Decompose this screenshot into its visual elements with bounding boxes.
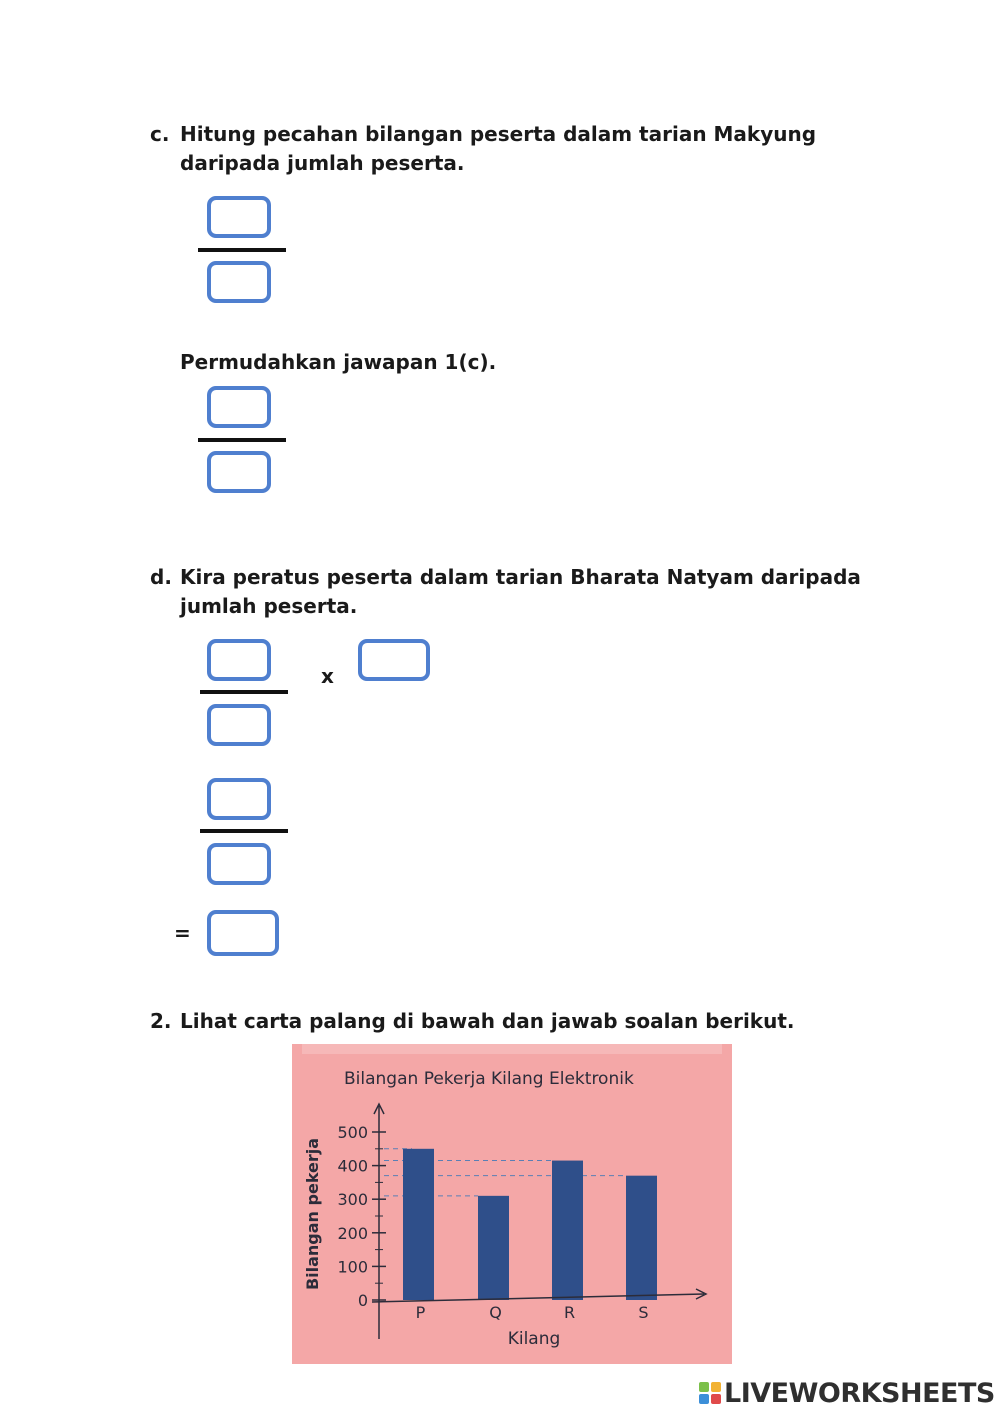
chart-title: Bilangan Pekerja Kilang Elektronik bbox=[344, 1069, 634, 1089]
question-d-label: d. bbox=[150, 565, 172, 589]
product-numerator-input[interactable] bbox=[207, 778, 271, 820]
y-tick-label: 500 bbox=[337, 1123, 368, 1142]
y-tick-label: 300 bbox=[337, 1190, 368, 1210]
chart-top-strip bbox=[302, 1044, 722, 1054]
times-symbol: x bbox=[321, 664, 334, 688]
question-c-text: Hitung pecahan bilangan peserta dalam tarian Makyung daripada jumlah peserta. bbox=[180, 122, 817, 175]
liveworksheets-logo bbox=[699, 1378, 995, 1408]
product-denominator-input[interactable] bbox=[207, 843, 271, 885]
question-2-label: 2. bbox=[150, 1009, 172, 1033]
x-tick-label: R bbox=[563, 1303, 576, 1322]
x-tick-label: P bbox=[415, 1303, 426, 1322]
y-tick-label: 0 bbox=[357, 1291, 368, 1310]
percent-answer-input[interactable] bbox=[207, 910, 279, 956]
x-tick-label: Q bbox=[489, 1303, 502, 1322]
y-axis-label: Bilangan pekerja bbox=[303, 1137, 322, 1291]
y-tick-label: 100 bbox=[337, 1257, 368, 1277]
percent-fraction-numerator-input[interactable] bbox=[207, 639, 271, 681]
bar-q bbox=[478, 1196, 509, 1300]
simplified-denominator-input[interactable] bbox=[207, 451, 271, 493]
y-tick-label: 200 bbox=[337, 1223, 368, 1243]
x-tick-label: S bbox=[638, 1303, 649, 1322]
equals-symbol: = bbox=[174, 921, 191, 945]
question-2-text: Lihat carta palang di bawah dan jawab soalan berikut. bbox=[180, 1009, 795, 1033]
multiplier-input[interactable] bbox=[358, 639, 430, 681]
bar-r bbox=[552, 1161, 583, 1300]
product-fraction-line bbox=[200, 829, 288, 833]
fraction-c-denominator-input[interactable] bbox=[207, 261, 271, 303]
bar-p bbox=[403, 1149, 434, 1300]
percent-fraction-line bbox=[200, 690, 288, 694]
simplified-numerator-input[interactable] bbox=[207, 386, 271, 428]
logo-text: LIVEWORKSHEETS bbox=[724, 1377, 995, 1409]
bar-s bbox=[626, 1176, 657, 1300]
question-c-label: c. bbox=[150, 122, 170, 146]
fraction-c-numerator-input[interactable] bbox=[207, 196, 271, 238]
x-axis-label: Kilang bbox=[507, 1329, 561, 1349]
y-tick-label: 400 bbox=[337, 1156, 368, 1176]
bar-chart bbox=[292, 1044, 732, 1364]
percent-fraction-denominator-input[interactable] bbox=[207, 704, 271, 746]
logo-mark-icon bbox=[699, 1382, 721, 1404]
simplified-fraction-line bbox=[198, 438, 286, 442]
fraction-c-line bbox=[198, 248, 286, 252]
question-d-text: Kira peratus peserta dalam tarian Bharata Natyam daripada jumlah peserta. bbox=[180, 565, 861, 618]
simplify-instruction: Permudahkan jawapan 1(c). bbox=[180, 350, 497, 374]
